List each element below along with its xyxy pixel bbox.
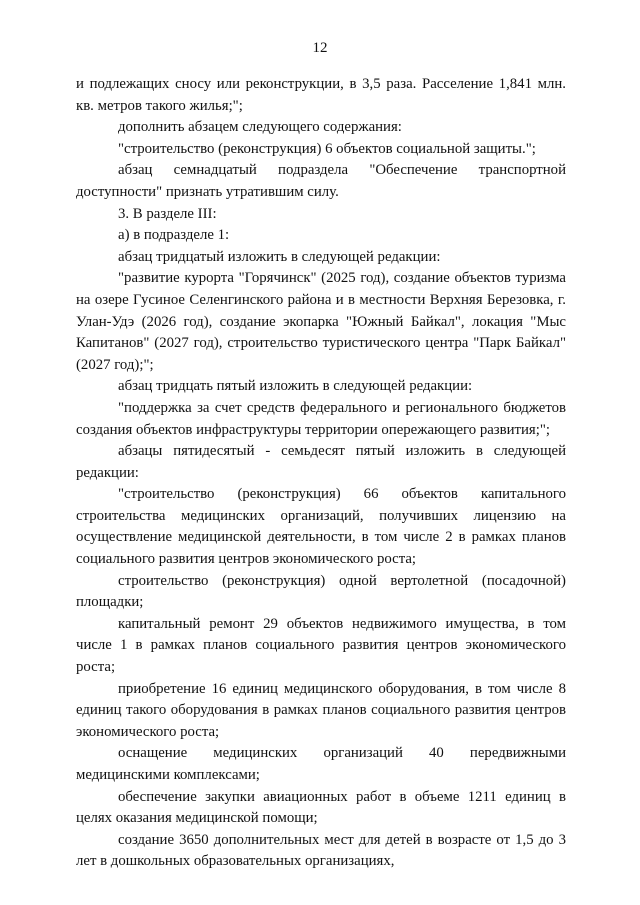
- paragraph: приобретение 16 единиц медицинского оборудования, в том числе 8 единиц такого оборудования в рамках планов социального развития центров экономического роста;: [76, 680, 566, 740]
- paragraph: "поддержка за счет средств федерального и регионального бюджетов создания объектов инфраструктуры территории опережающего развития;";: [76, 399, 566, 438]
- paragraph: 3. В разделе III:: [118, 205, 217, 222]
- paragraph: а) в подразделе 1:: [118, 227, 230, 244]
- paragraph: абзац тридцать пятый изложить в следующей редакции:: [118, 378, 473, 395]
- paragraph: "развитие курорта "Горячинск" (2025 год), создание объектов туризма на озере Гусиное Селенгинского района и в местности Верхняя Березовка, г. Улан-Удэ (2026 год), создание экопарка "Южный Байкал", локация "Мыс Капитанов" (2027 год), строительство туристического центра "Парк Байкал" (2027 год);";: [76, 270, 566, 373]
- paragraph: "строительство (реконструкция) 6 объектов социальной защиты.";: [118, 140, 536, 157]
- paragraph: создание 3650 дополнительных мест для детей в возрасте от 1,5 до 3 лет в дошкольных образовательных организациях,: [76, 831, 566, 870]
- paragraph: обеспечение закупки авиационных работ в объеме 1211 единиц в целях оказания медицинской помощи;: [76, 788, 566, 827]
- page-number: 12: [312, 40, 328, 56]
- paragraph: дополнить абзацем следующего содержания:: [118, 119, 402, 136]
- paragraph: абзацы пятидесятый - семьдесят пятый изложить в следующей редакции:: [76, 443, 566, 481]
- paragraph: капитальный ремонт 29 объектов недвижимого имущества, в том числе 1 в рамках планов социального развития центров экономического роста;: [76, 615, 566, 676]
- paragraph: "строительство (реконструкция) 66 объектов капитального строительства медицинских организаций, получивших лицензию на осуществление медицинской деятельности, в том числе 2 в рамках планов социального развития центров экономического роста;: [76, 486, 566, 568]
- paragraph: оснащение медицинских организаций 40 передвижными медицинскими комплексами;: [76, 745, 566, 783]
- paragraph: абзац семнадцатый подраздела "Обеспечение транспортной доступности" признать утратившим силу.: [76, 162, 566, 200]
- paragraph: абзац тридцатый изложить в следующей редакции:: [118, 248, 441, 265]
- paragraph: строительство (реконструкция) одной вертолетной (посадочной) площадки;: [76, 572, 566, 611]
- paragraph: и подлежащих сносу или реконструкции, в 3,5 раза. Расселение 1,841 млн. кв. метров такого жилья;";: [76, 76, 566, 114]
- document-body: [76, 74, 566, 873]
